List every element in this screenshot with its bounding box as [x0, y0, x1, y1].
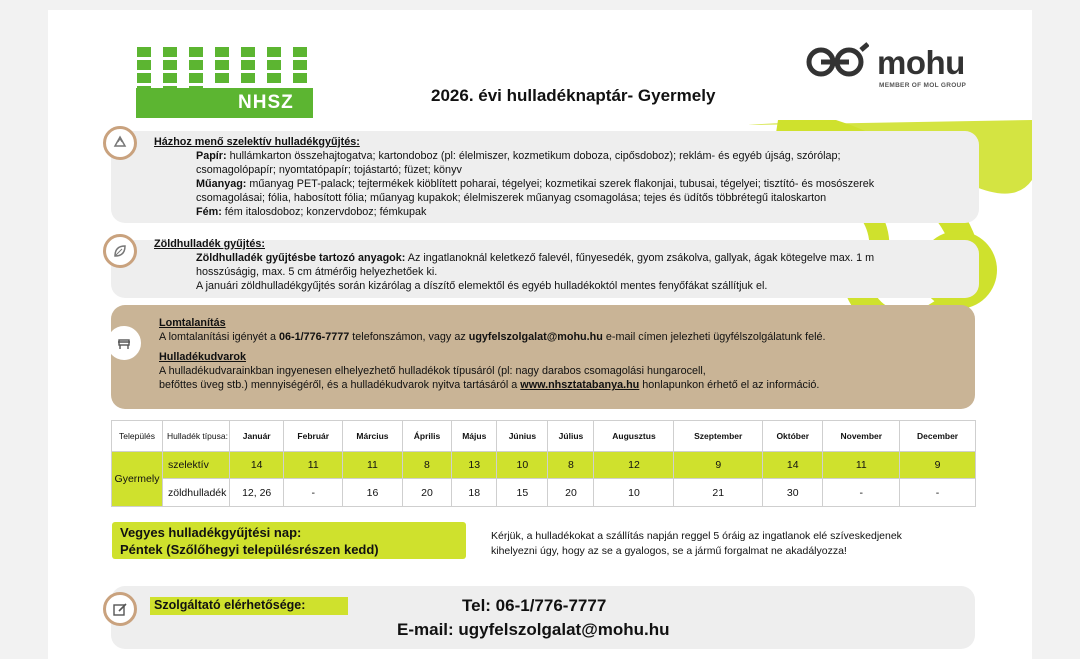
nhsz-logo-square: [189, 60, 203, 70]
month-header: Április: [402, 421, 451, 452]
mohu-logo-icon: [805, 42, 869, 82]
paper-text-1: hullámkarton összehajtogatva; kartondoboz (pl: élelmiszer, kozmetikum doboza, cipősdoboz); reklám- és egyéb újság, szórólap;: [226, 150, 841, 162]
metal-line: [196, 205, 426, 219]
yards-website-link[interactable]: www.nhsztatabanya.hu: [520, 379, 640, 391]
contact-label: Szolgáltató elérhetősége:: [154, 598, 306, 612]
month-header: Október: [763, 421, 823, 452]
selective-day: 11: [823, 452, 900, 479]
mohu-wordmark: mohu: [877, 44, 965, 81]
green-day: 21: [674, 479, 763, 507]
nhsz-logo-square: [163, 73, 177, 83]
contract-icon: [112, 601, 128, 617]
paper-label: Papír:: [196, 150, 227, 162]
month-header: Január: [230, 421, 284, 452]
leaf-icon-badge: [103, 234, 137, 268]
paper-text-2: csomagolópapír; nyomtatópapír; tojástartó; füzet; könyv: [196, 164, 462, 176]
leaf-icon: [112, 243, 128, 259]
mohu-tagline: MEMBER OF MOL GROUP: [879, 82, 967, 89]
bulky-text-b: telefonszámon, vagy az: [349, 331, 469, 343]
green-day: 16: [343, 479, 403, 507]
contact-label-box: [150, 597, 348, 615]
table-row-green: [112, 479, 976, 507]
selective-label: szelektív: [163, 452, 230, 479]
nhsz-logo-square: [293, 60, 307, 70]
month-header: Március: [343, 421, 403, 452]
nhsz-logo-square: [267, 73, 281, 83]
armchair-icon: [116, 335, 132, 351]
green-items-text-2: hosszúságig, max. 5 cm átmérőig helyezhetőek ki.: [196, 266, 438, 278]
green-january-text: A januári zöldhulladékgyűjtés során kizárólag a díszítő elemektől és egyéb hulladékoktól mentes fenyőfákat szállítjuk el.: [196, 280, 768, 292]
plastic-text-2: csomagolásai; fólia, habosított fólia; műanyag kupakok; élelmiszerek műanyag csomagolása; tejes és üdítős többrétegű italoskarton: [196, 192, 827, 204]
nhsz-logo-square: [137, 47, 151, 57]
nhsz-logo-square: [241, 73, 255, 83]
nhsz-logo-square: [215, 73, 229, 83]
calendar-document: [48, 10, 1032, 659]
mixed-waste-day: Péntek (Szőlőhegyi településrészen kedd): [120, 542, 379, 557]
nhsz-logo-square: [241, 60, 255, 70]
month-header: Június: [497, 421, 548, 452]
green-day: 18: [452, 479, 497, 507]
selective-day: 10: [497, 452, 548, 479]
selective-day: 11: [284, 452, 343, 479]
contact-phone[interactable]: Tel: 06-1/776-7777: [462, 596, 607, 615]
mixed-waste-title: Vegyes hulladékgyűjtési nap:: [120, 525, 302, 540]
bulky-text: [159, 330, 826, 344]
nhsz-logo-square: [189, 47, 203, 57]
bulky-text-c: e-mail címen jelezheti ügyfélszolgálatunk felé.: [602, 331, 826, 343]
collection-calendar-table: [111, 420, 976, 507]
nhsz-logo-square: [267, 60, 281, 70]
month-header: December: [900, 421, 976, 452]
nhsz-logo-square: [293, 73, 307, 83]
bulky-text-a: A lomtalanítási igényét a: [159, 331, 280, 343]
table-header-row: [112, 421, 976, 452]
nhsz-logo-square: [215, 60, 229, 70]
metal-text: fém italosdoboz; konzervdoboz; fémkupak: [221, 206, 427, 218]
col-settlement: Település: [112, 421, 163, 452]
green-day: 15: [497, 479, 548, 507]
month-header: Szeptember: [674, 421, 763, 452]
selective-day: 9: [900, 452, 976, 479]
green-day: 12, 26: [230, 479, 284, 507]
month-header: Február: [284, 421, 343, 452]
green-day: 20: [548, 479, 594, 507]
nhsz-logo-square: [267, 47, 281, 57]
green-items-line-1: [196, 251, 874, 265]
mohu-logo: [805, 42, 995, 92]
selective-day: 11: [343, 452, 403, 479]
nhsz-logo-text: NHSZ: [238, 92, 294, 113]
selective-heading: Házhoz menő szelektív hulladékgyűjtés:: [154, 136, 360, 148]
bulky-heading: Lomtalanítás: [159, 317, 226, 329]
month-header: Augusztus: [594, 421, 674, 452]
nhsz-logo-square: [189, 73, 203, 83]
green-items-label: Zöldhulladék gyűjtésbe tartozó anyagok:: [196, 252, 406, 264]
contract-icon-badge: [103, 592, 137, 626]
selective-day: 13: [452, 452, 497, 479]
armchair-icon-badge: [107, 326, 141, 360]
mixed-waste-box: [112, 522, 466, 559]
green-day: -: [900, 479, 976, 507]
selective-day: 14: [230, 452, 284, 479]
contact-email[interactable]: E-mail: ugyfelszolgalat@mohu.hu: [397, 620, 670, 639]
nhsz-logo-square: [241, 47, 255, 57]
nhsz-logo-square: [215, 47, 229, 57]
green-day: 20: [402, 479, 451, 507]
selective-day: 8: [548, 452, 594, 479]
green-day: 10: [594, 479, 674, 507]
yards-heading: Hulladékudvarok: [159, 351, 247, 363]
settlement-cell: Gyermely: [112, 452, 163, 507]
month-header: November: [823, 421, 900, 452]
nhsz-logo-square: [163, 60, 177, 70]
notice-line-2: kihelyezni úgy, hogy az se a gyalogos, se a jármű forgalmat ne akadályozza!: [491, 545, 847, 557]
plastic-label: Műanyag:: [196, 178, 247, 190]
recycle-icon: [112, 135, 128, 151]
month-header: Július: [548, 421, 594, 452]
nhsz-logo-square: [137, 73, 151, 83]
recycle-icon-badge: [103, 126, 137, 160]
green-day: 30: [763, 479, 823, 507]
nhsz-logo-square: [293, 47, 307, 57]
nhsz-logo-square: [137, 60, 151, 70]
yards-text-2a: befőttes üveg stb.) mennyiségéről, és a hulladékudvarok nyitva tartásáról a: [159, 379, 521, 391]
yards-text-2: [159, 378, 819, 392]
green-day: -: [823, 479, 900, 507]
bulky-email-link[interactable]: ugyfelszolgalat@mohu.hu: [468, 331, 603, 343]
page-title: 2026. évi hulladéknaptár- Gyermely: [431, 86, 716, 105]
metal-label: Fém:: [196, 206, 222, 218]
green-heading: Zöldhulladék gyűjtés:: [154, 238, 265, 250]
selective-day: 14: [763, 452, 823, 479]
yards-text-1: A hulladékudvarainkban ingyenesen elhelyezhető hulladékok típusáról (pl: nagy darabos csomagolási hungarocell,: [159, 365, 706, 377]
paper-line-1: [196, 149, 841, 163]
month-header: Május: [452, 421, 497, 452]
selective-day: 8: [402, 452, 451, 479]
green-day: -: [284, 479, 343, 507]
bulky-phone: 06-1/776-7777: [279, 331, 350, 343]
yards-text-2b: honlapunkon érhető el az információ.: [639, 379, 820, 391]
table-row-selective: [112, 452, 976, 479]
nhsz-logo-square: [163, 47, 177, 57]
notice-line-1: Kérjük, a hulladékokat a szállítás napján reggel 5 óráig az ingatlanok elé szíveskedjenek: [491, 530, 902, 542]
col-type: Hulladék típusa:: [163, 421, 230, 452]
green-items-text-1: Az ingatlanoknál keletkező falevél, fűnyesedék, gyom zsákolva, gallyak, ágak kötegelve max. 1 m: [405, 252, 875, 264]
plastic-line-1: [196, 177, 874, 191]
placement-notice: [491, 529, 902, 559]
selective-day: 9: [674, 452, 763, 479]
green-label: zöldhulladék: [163, 479, 230, 507]
selective-day: 12: [594, 452, 674, 479]
plastic-text-1: műanyag PET-palack; tejtermékek kiöblített poharai, tégelyei; kozmetikai szerek flakonjai, tubusai, tégelyei; tisztító- és mosószerek: [246, 178, 875, 190]
